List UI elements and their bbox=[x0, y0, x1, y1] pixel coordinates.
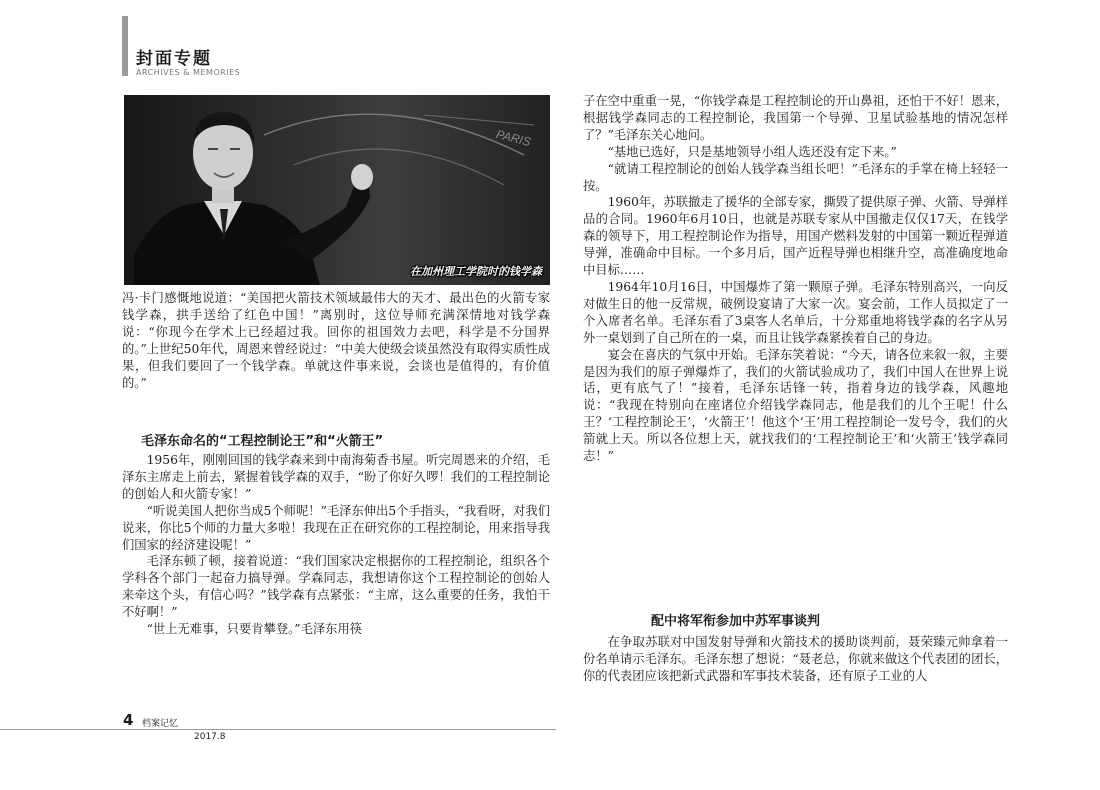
paragraph: “听说美国人把你当成5个师呢！”毛泽东伸出5个手指头，“我看呀，对我们说来，你比5个师的力量大多啦！我现在正在研究你的工程控制论，用来指导我们国家的经济建设呢！” bbox=[122, 503, 551, 552]
paragraph: 宴会在喜庆的气氛中开始。毛泽东笑着说：“今天，请各位来叙一叙，主要是因为我们的原子弹爆炸了，我们的火箭试验成功了，我们中国人在世界上说话，更有底气了！”接着，毛泽东话锋一转，指着身边的钱学森，风趣地说：“我现在特别向在座诸位介绍钱学森同志，他是我们的儿个王呢！什么王？‘工程控制论王’，‘火箭王’！他这个‘王’用工程控制论一发号令，我们的火箭就上天。所以各位想上天，就找我们的‘工程控制论王’和‘火箭王’钱学森同志！” bbox=[583, 347, 1008, 464]
paragraph: “基地已选好，只是基地领导小组人选还没有定下来。” bbox=[607, 144, 897, 159]
left-column-top bbox=[122, 290, 550, 391]
paragraph: 毛泽东顿了顿，接着说道：“我们国家决定根据你的工程控制论，组织各个学科各个部门一起奋力搞导弹。学森同志，我想请你这个工程控制论的创始人来牵这个头，有信心吗？”钱学森有点紧张：“主席，这么重要的任务，我怕干不好啊！” bbox=[122, 554, 550, 620]
issue-date: 2017.8 bbox=[194, 732, 226, 742]
section-title: 封面专题 bbox=[136, 49, 212, 69]
header-accent-bar bbox=[122, 16, 128, 76]
paragraph: 冯·卡门感慨地说道：“美国把火箭技术领域最伟大的天才、最出色的火箭专家钱学森，拱手送给了红色中国！”离别时，这位导师充满深情地对钱学森说：“你现今在学术上已经超过我。回你的祖国效力去吧，科学是不分国界的。”上世纪50年代，周恩来曾经说过：“中美大使级会谈虽然没有取得实质性成果，但我们要回了一个钱学森。单就这件事来说，会谈也是值得的，有价值的。” bbox=[122, 291, 550, 390]
paragraph: “就请工程控制论的创始人钱学森当组长吧！”毛泽东的手掌在椅上轻轻一按。 bbox=[583, 161, 1008, 193]
paragraph: 1956年，刚刚回国的钱学森来到中南海菊香书屋。听完周恩来的介绍，毛泽东主席走上前去，紧握着钱学森的双手，“盼了你好久啰！我们的工程控制论的创始人和火箭专家！” bbox=[122, 453, 550, 501]
paragraph: “世上无难事，只要肯攀登。”毛泽东用筷 bbox=[146, 622, 363, 637]
section-subtitle: ARCHIVES & MEMORIES bbox=[136, 68, 241, 77]
footer-divider bbox=[0, 729, 556, 730]
section-heading-engineering-cybernetics-king: 毛泽东命名的“工程控制论王”和“火箭王” bbox=[141, 434, 384, 449]
page-number: 4 bbox=[123, 711, 134, 729]
right-column-top bbox=[583, 93, 1008, 465]
paragraph: 在争取苏联对中国发射导弹和火箭技术的援助谈判前，聂荣臻元帅拿着一份名单请示毛泽东。毛泽东想了想说：“聂老总，你就来做这个代表团的团长，你的代表团应该把新式武器和军事技术装备，还有原子工业的人 bbox=[583, 635, 1008, 683]
page-header bbox=[118, 14, 308, 78]
section-heading-sino-soviet-talks: 配中将军衔参加中苏军事谈判 bbox=[651, 614, 821, 629]
photo-caption: 在加州理工学院时的钱学森 bbox=[410, 265, 542, 278]
left-column-bottom bbox=[122, 452, 550, 638]
right-column-bottom bbox=[583, 634, 1008, 685]
portrait-illustration bbox=[124, 95, 550, 285]
blackboard-text: PARIS bbox=[494, 127, 533, 150]
portrait-photo bbox=[124, 95, 550, 285]
paragraph: 子在空中重重一晃，“你钱学森是工程控制论的开山鼻祖，还怕干不好！恩来，根据钱学森同志的工程控制论，我国第一个导弹、卫星试验基地的情况怎样了？”毛泽东关心地问。 bbox=[583, 94, 1008, 142]
magazine-name: 档案记忆 bbox=[142, 719, 179, 729]
paragraph: 1960年，苏联撤走了援华的全部专家，撕毁了提供原子弹、火箭、导弹样品的合同。1960年6月10日，也就是苏联专家从中国撤走仅仅17天，在钱学森的领导下，用工程控制论作为指导，用国产燃料发射的中国第一颗近程弹道导弹，准确命中目标。一个多月后，国产近程导弹也相继升空，高准确度地命中目标…… bbox=[583, 195, 1008, 278]
paragraph: 1964年10月16日，中国爆炸了第一颗原子弹。毛泽东特别高兴，一向反对做生日的他一反常规，破例设宴请了大家一次。宴会前，工作人员拟定了一个入席者名单。毛泽东看了3桌客人名单后，十分郑重地将钱学森的名字从另外一桌划到了自己所在的一桌，而且让钱学森紧挨着自己的身边。 bbox=[583, 279, 1008, 345]
